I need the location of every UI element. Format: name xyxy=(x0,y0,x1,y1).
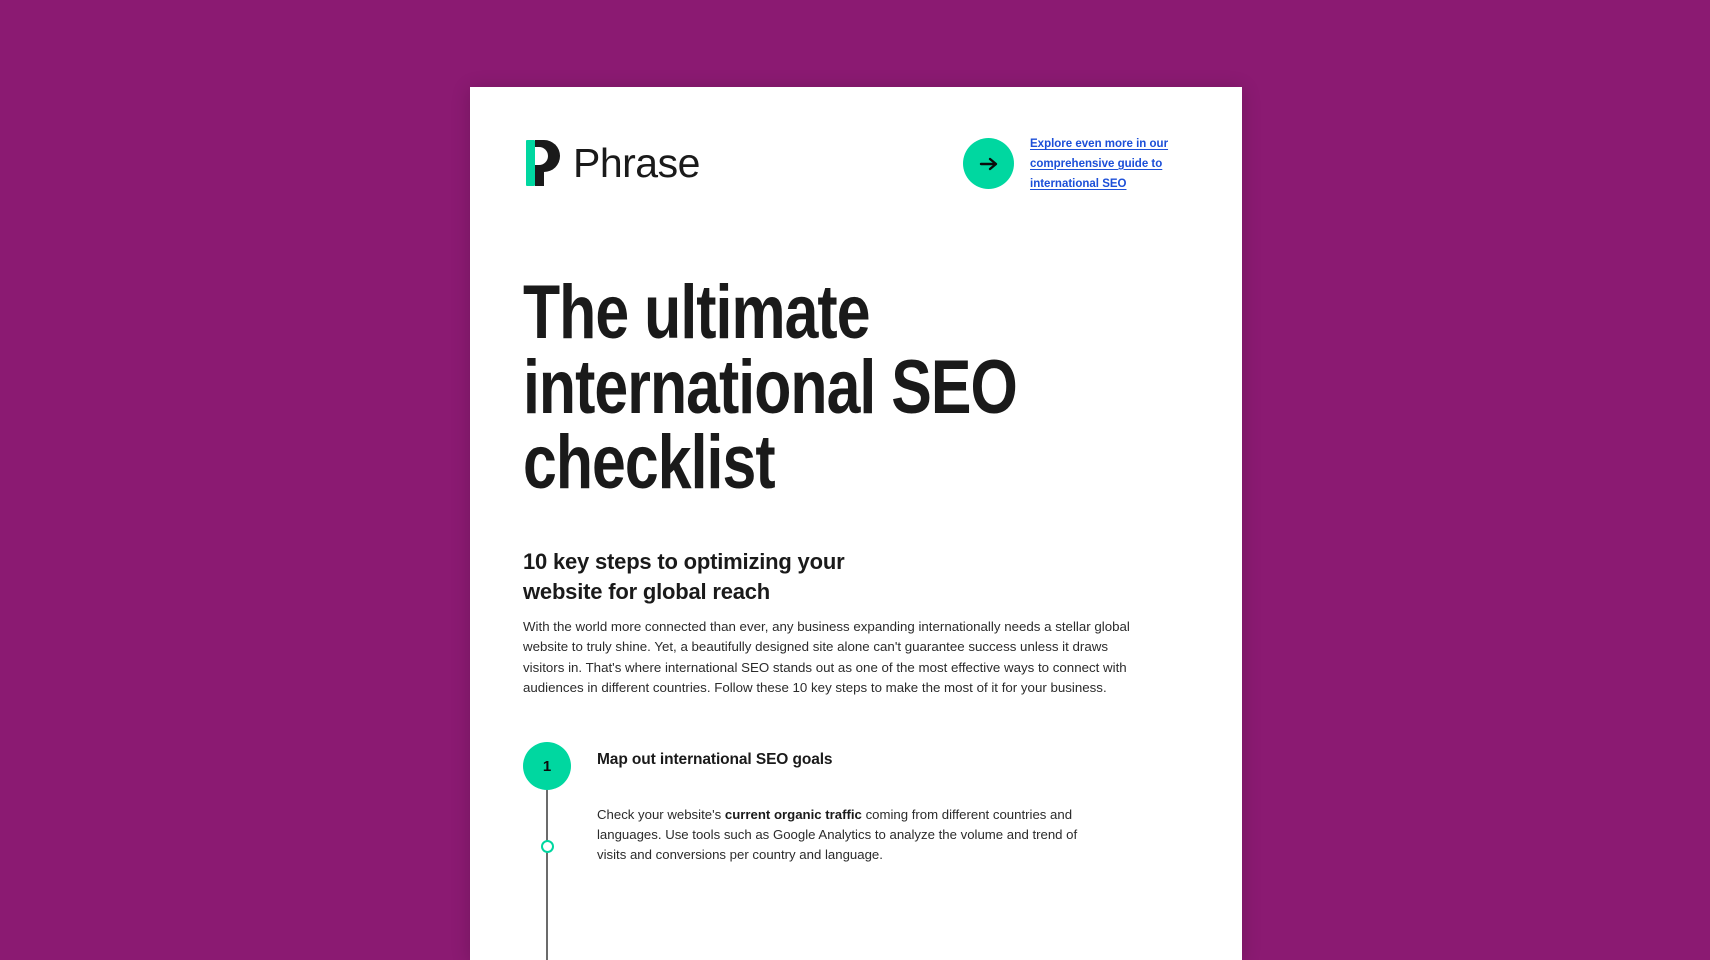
guide-cta-link[interactable]: Explore even more in our comprehensive guide to international SEO xyxy=(1030,138,1169,190)
document-page xyxy=(470,87,1242,960)
step-text-after: coming from different countries and languages. Use tools such as Google Analytics to analyze the volume and trend of visits and conversions per country and language. xyxy=(597,807,1078,863)
guide-cta[interactable] xyxy=(963,135,1190,194)
phrase-logo-text: Phrase xyxy=(573,139,700,186)
list-item xyxy=(523,742,1163,865)
step-rail xyxy=(523,742,573,790)
page-title: The ultimate international SEO checklist xyxy=(523,270,1017,506)
page-subtitle: 10 key steps to optimizing your website for global reach xyxy=(523,548,845,604)
step-connector-line xyxy=(546,790,548,960)
step-text xyxy=(597,769,1107,865)
intro-paragraph: With the world more connected than ever, any business expanding internationally needs a stellar global website to truly shine. Yet, a beautifully designed site alone can't guarantee success unless it draws visitors in. That's where international SEO stands out as one of the most effective ways to connect with audiences in different countries. Follow these 10 key steps to make the most of it for your business. xyxy=(523,619,1130,696)
step-connector-dot xyxy=(541,840,554,853)
step-body xyxy=(573,742,1107,865)
phrase-logo-icon xyxy=(526,140,560,186)
step-text-before: Check your website's xyxy=(597,807,725,822)
arrow-right-icon[interactable] xyxy=(963,138,1014,189)
step-number-badge: 1 xyxy=(523,742,571,790)
title-block xyxy=(523,270,1183,607)
document-header xyxy=(470,87,1242,247)
step-title: Map out international SEO goals xyxy=(597,751,833,768)
step-text-highlight: current organic traffic xyxy=(724,807,862,822)
steps-list xyxy=(523,742,1163,865)
phrase-logo[interactable] xyxy=(526,140,700,186)
